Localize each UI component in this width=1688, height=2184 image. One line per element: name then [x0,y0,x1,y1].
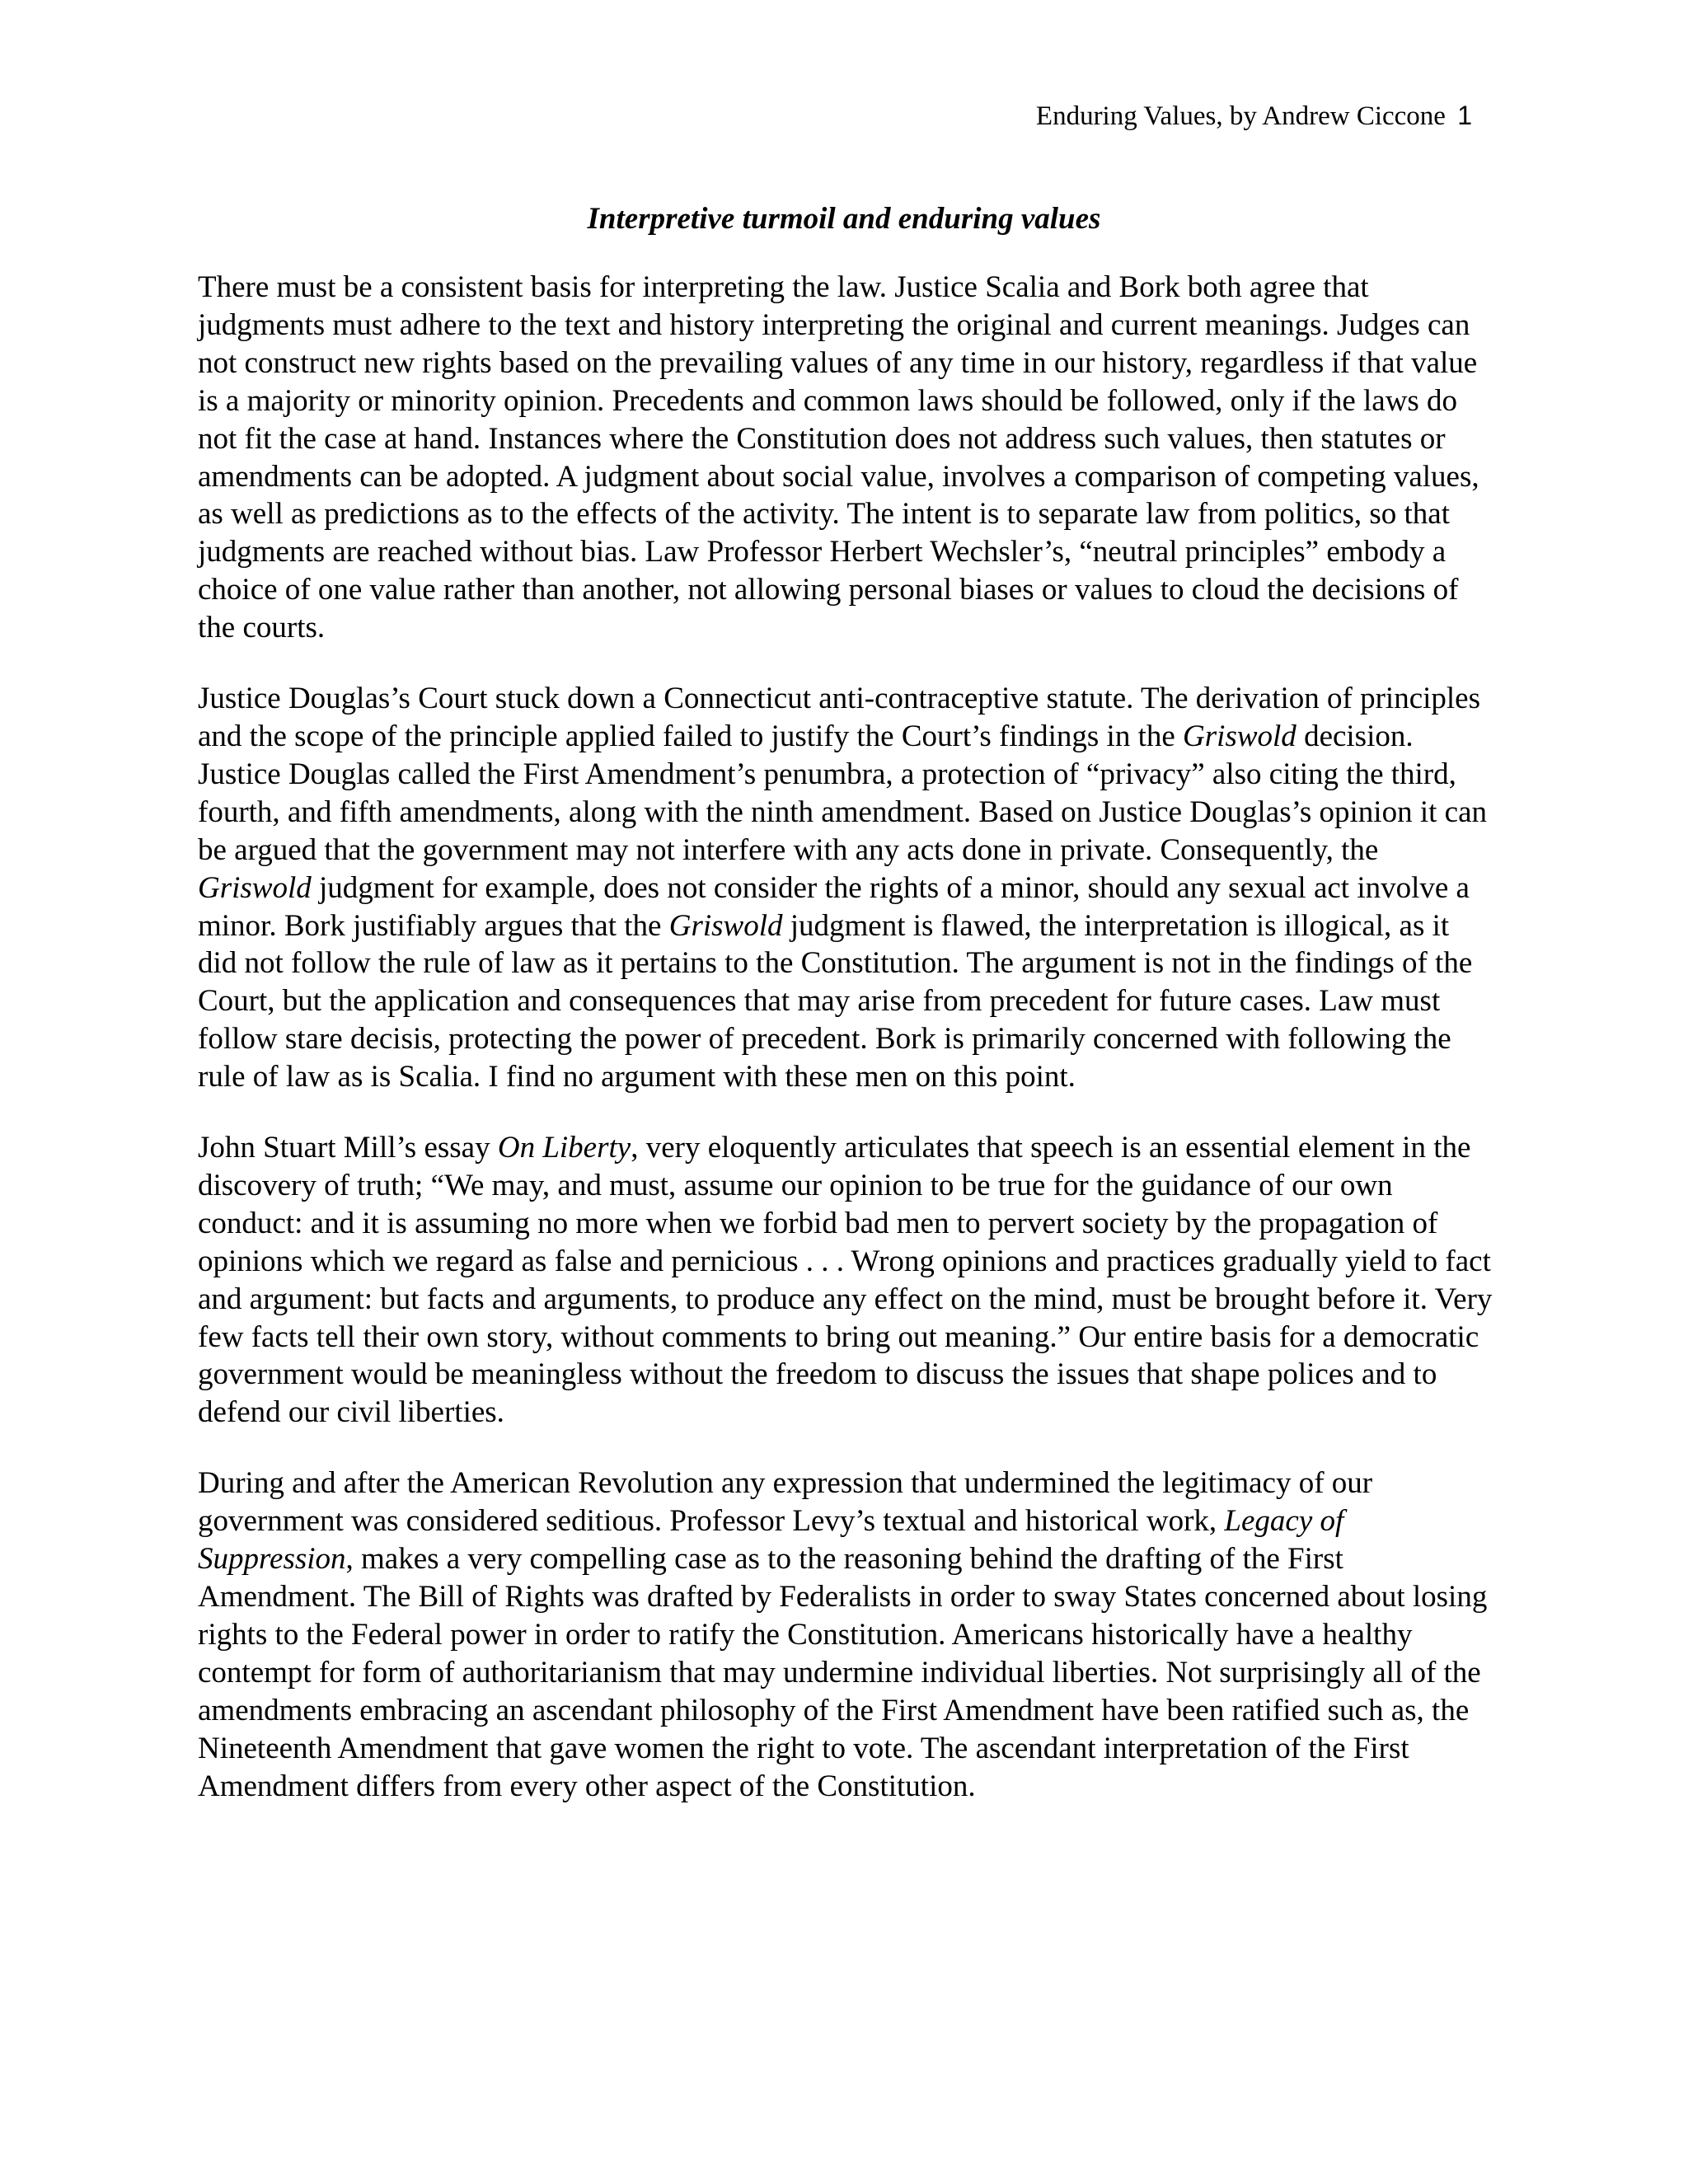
paragraph [198,1465,1493,1805]
text-run: During and after the American Revolution any expression that undermined the legitimacy of our government was considered seditious. Professor Levy’s textual and historical work, [198,1466,1373,1539]
text-run: There must be a consistent basis for interpreting the law. Justice Scalia and Bork both agree that judgments must adhere to the text and history interpreting the original and current meanings. Judges can not construct new rights based on the prevailing values of any time in our history, regardless if that value is a majority or minority opinion. Precedents and common laws should be followed, only if the laws do not fit the case at hand. Instances where the Constitution does not address such values, then statutes or amendments can be adopted. A judgment about social value, involves a comparison of competing values, as well as predictions as to the effects of the activity. The intent is to separate law from politics, so that judgments are reached without bias. Law Professor Herbert Wechsler’s, “neutral principles” embody a choice of one value rather than another, not allowing personal biases or values to cloud the decisions of the courts. [198,270,1479,645]
document-body [198,269,1493,1838]
running-header-title: Enduring Values, by Andrew Ciccone [1035,101,1446,131]
text-run: John Stuart Mill’s essay [198,1131,498,1165]
paragraph [198,680,1493,1096]
text-run: Justice Douglas’s Court stuck down a Connecticut anti-contraceptive statute. The derivation of principles and the scope of the principle applied failed to justify the Court’s findings in the [198,682,1481,753]
paragraph [198,269,1493,647]
document-title: Interpretive turmoil and enduring values [587,202,1101,236]
italic-text: On Liberty [497,1131,631,1165]
italic-text: Griswold [198,870,312,905]
text-run: judgment is flawed, the interpretation is illogical, as it did not follow the rule of law as it pertains to the Constitution. The argument is not in the findings of the Court, but the application and consequences that may arise from precedent for future cases. Law must follow stare decisis, protecting the power of precedent. Bork is primarily concerned with following the rule of law as is Scalia. I find no argument with these men on this point. [198,908,1473,1094]
page-number: 1 [1457,101,1472,130]
text-run: , very eloquently articulates that speech is an essential element in the discovery of truth; “We may, and must, assume our opinion to be true for the guidance of our own conduct: and it is assuming no more when we forbid bad men to pervert society by the propagation of opinions which we regard as false and pernicious . . . Wrong opinions and practices gradually yield to fact and argument: but facts and arguments, to produce any effect on the mind, must be brought before it. Very few facts tell their own story, without comments to bring out meaning.” Our entire basis for a democratic government would be meaningless without the freedom to discuss the issues that shape polices and to defend our civil liberties. [198,1131,1493,1430]
italic-text: Legacy of Suppression [198,1504,1344,1577]
italic-text: Griswold [1183,719,1296,753]
text-run: judgment for example, does not consider the rights of a minor, should any sexual act involve a minor. Bork justifiably argues that the [198,870,1470,943]
italic-text: Griswold [668,908,783,943]
text-run: decision. Justice Douglas called the First Amendment’s penumbra, a protection of “privacy” also citing the third, fourth, and fifth amendments, along with the ninth amendment. Based on Justice Douglas’s opinion it can be argued that the government may not interfere with any acts done in private. Consequently, the [198,719,1487,867]
text-run: , makes a very compelling case as to the reasoning behind the drafting of the First Amendment. The Bill of Rights was drafted by Federalists in order to sway States concerned about losing rights to the Federal power in order to ratify the Constitution. Americans historically have a healthy contempt for form of authoritarianism that may undermine individual liberties. Not surprisingly all of the amendments embracing an ascendant philosophy of the First Amendment have been ratified such as, the Nineteenth Amendment that gave women the right to vote. The ascendant interpretation of the First Amendment differs from every other aspect of the Constitution. [198,1542,1488,1803]
paragraph [198,1129,1493,1432]
running-header [1036,99,1472,133]
